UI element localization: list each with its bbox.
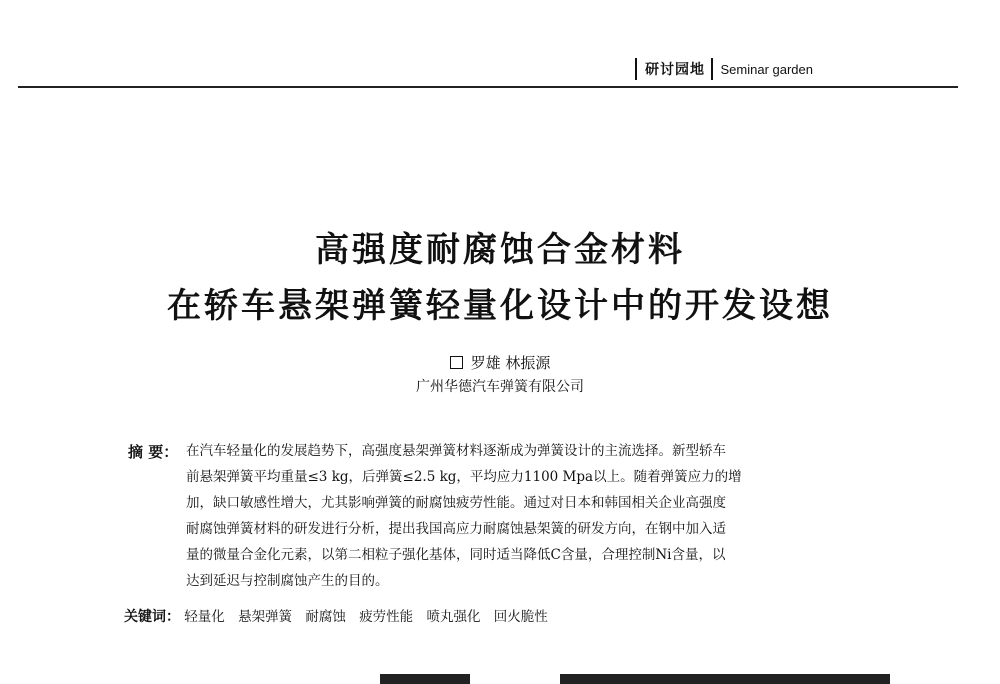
abstract-line: 耐腐蚀弹簧材料的研发进行分析，提出我国高应力耐腐蚀悬架簧的研发方向，在钢中加入适 xyxy=(186,521,726,537)
abstract-line: 量的微量合金化元素，以第二相粒子强化基体，同时适当降低C含量，合理控制Ni含量，以 xyxy=(186,547,726,563)
article-title-line-2: 在轿车悬架弹簧轻量化设计中的开发设想 xyxy=(167,286,833,326)
abstract-line: 前悬架弹簧平均重量≤3 kg，后弹簧≤2.5 kg，平均应力1100 Mpa以上。随着弹簧应力的增 xyxy=(186,469,742,485)
keywords-label: 关键词： xyxy=(124,609,180,625)
abstract-line: 在汽车轻量化的发展趋势下，高强度悬架弹簧材料逐渐成为弹簧设计的主流选择。新型轿车 xyxy=(186,443,726,459)
section-name-cn: 研讨园地 xyxy=(645,62,705,78)
authors: 罗雄 林振源 xyxy=(470,354,551,372)
header-rule xyxy=(18,86,958,88)
cropped-text-fragment xyxy=(380,674,470,684)
keyword: 回火脆性 xyxy=(493,609,548,625)
section-header xyxy=(635,58,813,80)
keywords-row xyxy=(124,605,557,626)
abstract-label: 摘 要： xyxy=(128,443,179,461)
keywords-list xyxy=(184,609,556,625)
abstract-body xyxy=(186,441,886,597)
cropped-heading-fragment xyxy=(380,668,900,684)
article-title-line-1: 高强度耐腐蚀合金材料 xyxy=(315,230,685,270)
author-line xyxy=(0,352,1000,373)
keyword: 轻量化 xyxy=(184,609,225,625)
author-box-icon xyxy=(450,356,463,369)
keyword: 悬架弹簧 xyxy=(238,609,293,625)
affiliation: 广州华德汽车弹簧有限公司 xyxy=(416,379,584,395)
keyword: 疲劳性能 xyxy=(359,609,414,625)
abstract-line: 达到延迟与控制腐蚀产生的目的。 xyxy=(186,573,389,589)
section-name-en: Seminar garden xyxy=(720,61,813,77)
cropped-text-fragment xyxy=(560,674,890,684)
abstract-line: 加，缺口敏感性增大，尤其影响弹簧的耐腐蚀疲劳性能。通过对日本和韩国相关企业高强度 xyxy=(186,495,726,511)
keyword: 喷丸强化 xyxy=(426,609,481,625)
keyword: 耐腐蚀 xyxy=(305,609,346,625)
